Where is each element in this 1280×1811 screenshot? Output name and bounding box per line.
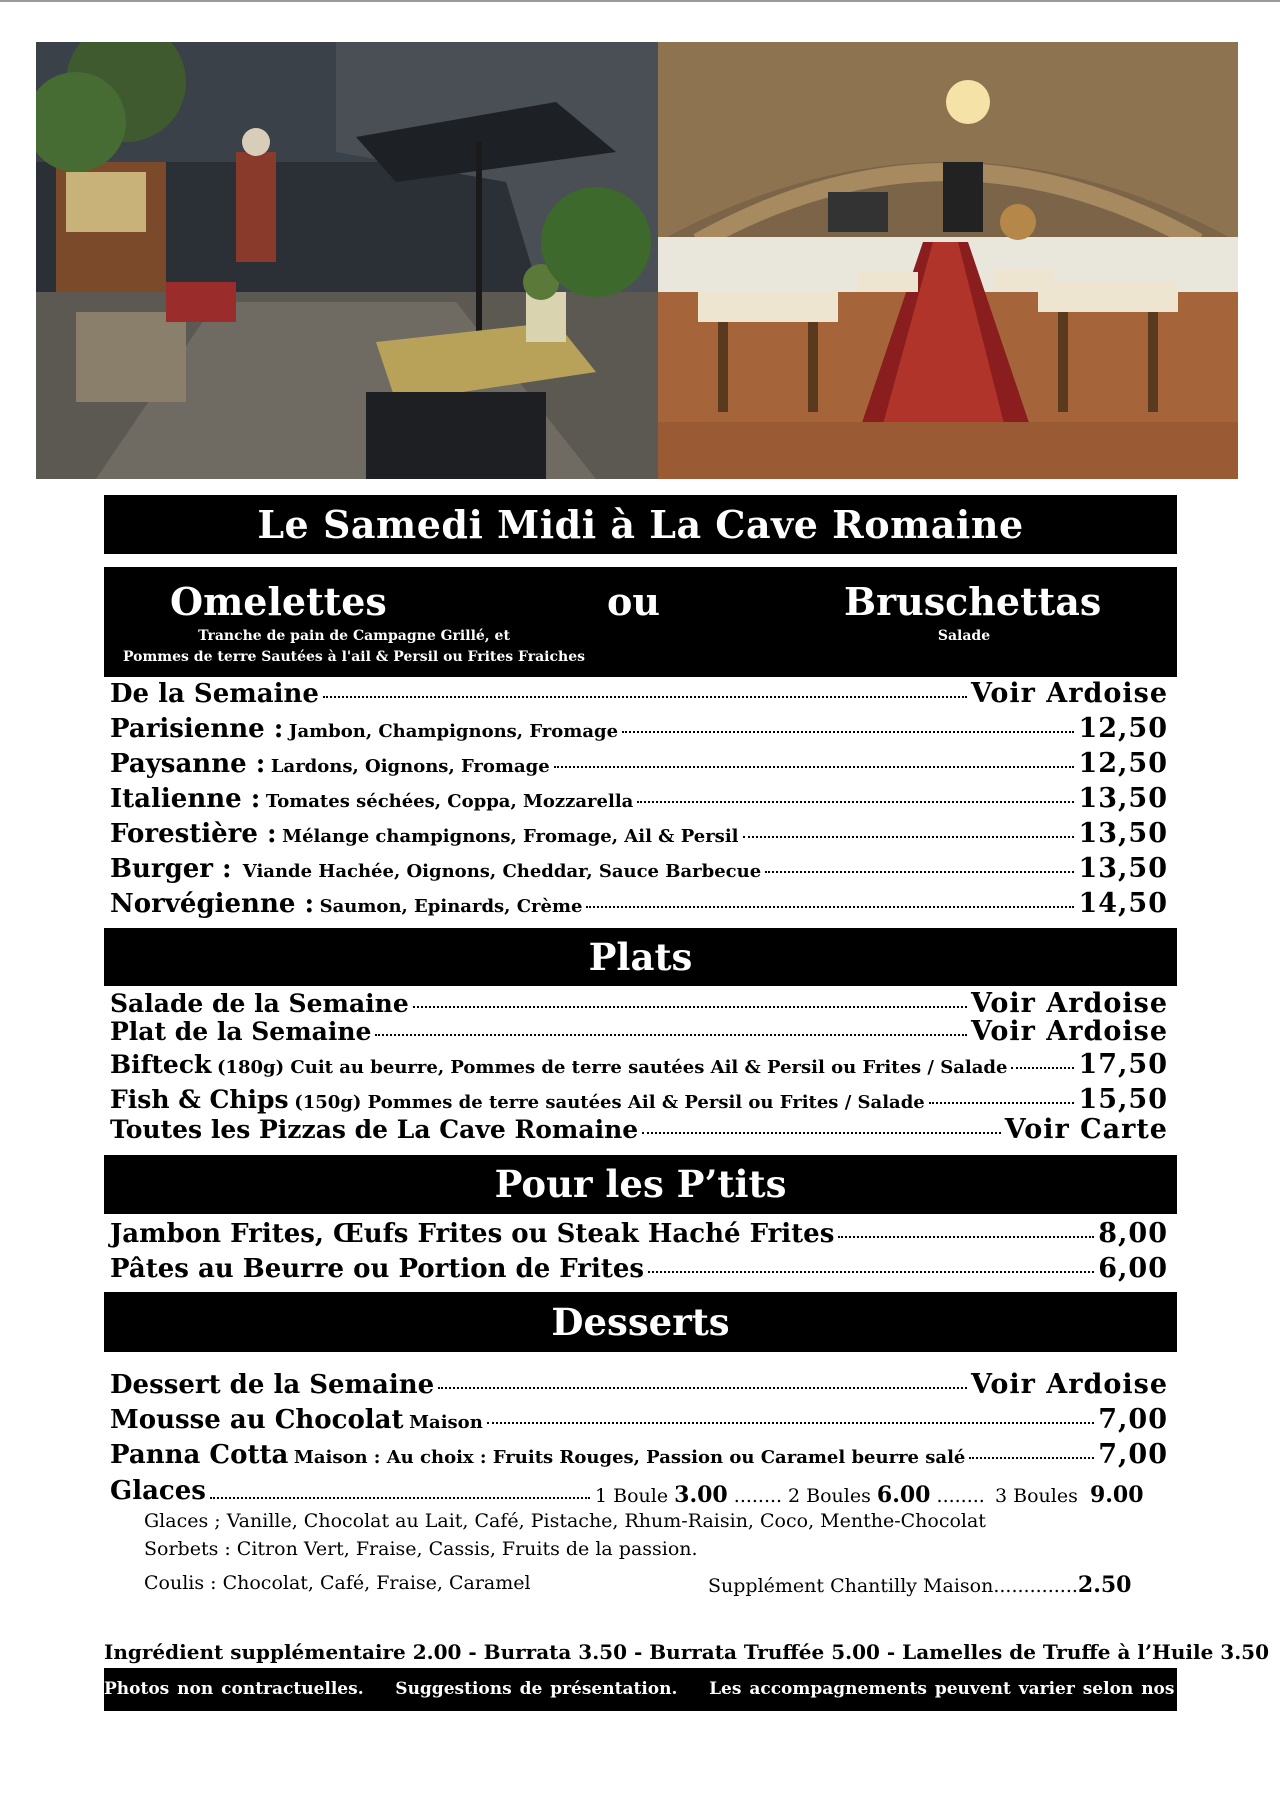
item-name: Norvégienne : bbox=[110, 889, 315, 919]
item-name: Forestière : bbox=[110, 819, 277, 849]
menu-item bbox=[110, 783, 1168, 814]
item-price: Voir Ardoise bbox=[970, 1369, 1168, 1400]
dot-leader bbox=[413, 1006, 967, 1008]
dot-leader bbox=[1011, 1067, 1074, 1069]
disclaimer-bar bbox=[104, 1668, 1277, 1711]
ptits-section-bar bbox=[104, 1155, 1177, 1214]
item-name: Paysanne : bbox=[110, 749, 266, 779]
bruschettas-subtitle: Salade bbox=[937, 628, 991, 644]
menu-item bbox=[110, 818, 1168, 849]
item-price: Voir Ardoise bbox=[970, 1016, 1168, 1047]
disclaimer-text: Photos non contractuelles. Suggestions de présentation. Les accompagnements peuvent varier selon nos arrivages. bbox=[104, 1679, 1277, 1699]
menu-item bbox=[110, 1114, 1168, 1145]
item-price: 8,00 bbox=[1098, 1218, 1168, 1249]
menu-item bbox=[110, 988, 1168, 1019]
item-price: 17,50 bbox=[1078, 1049, 1168, 1080]
item-price: 12,50 bbox=[1078, 713, 1168, 744]
item-name: Mousse au Chocolat bbox=[110, 1405, 404, 1435]
glaces-name: Glaces bbox=[110, 1476, 206, 1506]
bruschettas-title: Bruschettas bbox=[844, 579, 1102, 624]
item-name: Burger : bbox=[110, 854, 232, 884]
ptits-title: Pour les P’tits bbox=[494, 1162, 787, 1206]
menu-item bbox=[110, 888, 1168, 919]
menu-item bbox=[110, 1404, 1168, 1435]
plats-title: Plats bbox=[588, 935, 693, 979]
item-name: De la Semaine bbox=[110, 679, 319, 709]
item-price: 13,50 bbox=[1078, 853, 1168, 884]
dot-leader bbox=[622, 731, 1074, 733]
glace-portion-2: 2 Boules 6.00 ........ bbox=[788, 1482, 985, 1508]
item-desc: (150g) Pommes de terre sautées Ail & Persil ou Frites / Salade bbox=[294, 1092, 925, 1113]
item-price: Voir Ardoise bbox=[970, 678, 1168, 709]
item-name: Jambon Frites, Œufs Frites ou Steak Haché Frites bbox=[110, 1219, 835, 1249]
menu-title-bar bbox=[104, 495, 1177, 554]
supplements-line: Ingrédient supplémentaire 2.00 - Burrata 3.50 - Burrata Truffée 5.00 - Lamelles de Truffe à l’Huile 3.50 bbox=[104, 1640, 1269, 1664]
item-price: 12,50 bbox=[1078, 748, 1168, 779]
glaces-flavours: Glaces ; Vanille, Chocolat au Lait, Café, Pistache, Rhum-Raisin, Coco, Menthe-Chocolat bbox=[144, 1510, 986, 1532]
menu-item bbox=[110, 1016, 1168, 1047]
item-price: 7,00 bbox=[1098, 1439, 1168, 1470]
glaces-row bbox=[110, 1476, 1150, 1506]
item-price: 13,50 bbox=[1078, 783, 1168, 814]
desserts-section-bar bbox=[104, 1292, 1177, 1352]
item-desc: Jambon, Champignons, Fromage bbox=[288, 721, 619, 742]
terrace-photo bbox=[36, 42, 658, 479]
item-name: Italienne : bbox=[110, 784, 261, 814]
menu-item bbox=[110, 1218, 1168, 1249]
glace-portion-3: 3 Boules 9.00 bbox=[995, 1482, 1144, 1508]
item-price: Voir Carte bbox=[1004, 1114, 1168, 1145]
plats-section-bar bbox=[104, 928, 1177, 986]
dot-leader bbox=[969, 1457, 1094, 1459]
menu-title: Le Samedi Midi à La Cave Romaine bbox=[257, 502, 1024, 547]
dot-leader bbox=[637, 801, 1074, 803]
omelettes-subtitle-2: Pommes de terre Sautées à l'ail & Persil ou Frites Fraiches bbox=[123, 649, 585, 665]
dot-leader bbox=[487, 1422, 1094, 1424]
item-name: Fish & Chips bbox=[110, 1085, 289, 1114]
item-name: Bifteck bbox=[110, 1050, 212, 1079]
item-desc: Mélange champignons, Fromage, Ail & Persil bbox=[282, 826, 739, 847]
coulis-list: Coulis : Chocolat, Café, Fraise, Caramel bbox=[144, 1572, 531, 1594]
menu-item bbox=[110, 713, 1168, 744]
item-price: Voir Ardoise bbox=[970, 988, 1168, 1019]
glace-portion-1: 1 Boule 3.00 ........ bbox=[595, 1482, 783, 1508]
item-desc: Maison bbox=[409, 1412, 483, 1433]
dot-leader bbox=[375, 1034, 967, 1036]
item-desc: Maison : Au choix : Fruits Rouges, Passion ou Caramel beurre salé bbox=[293, 1447, 966, 1468]
item-name: Pâtes au Beurre ou Portion de Frites bbox=[110, 1254, 645, 1284]
dot-leader bbox=[323, 696, 967, 698]
item-name: Plat de la Semaine bbox=[110, 1017, 372, 1046]
item-price: 7,00 bbox=[1098, 1404, 1168, 1435]
item-desc: Lardons, Oignons, Fromage bbox=[270, 756, 550, 777]
item-name: Toutes les Pizzas de La Cave Romaine bbox=[110, 1115, 639, 1144]
dot-leader bbox=[929, 1102, 1075, 1104]
item-price: 6,00 bbox=[1098, 1253, 1168, 1284]
item-name: Dessert de la Semaine bbox=[110, 1370, 435, 1400]
item-desc: Saumon, Epinards, Crème bbox=[319, 896, 583, 917]
item-desc: Viande Hachée, Oignons, Cheddar, Sauce Barbecue bbox=[242, 861, 762, 882]
chantilly-supplement: Supplément Chantilly Maison..............2.50 bbox=[708, 1572, 1132, 1598]
omelettes-header bbox=[104, 567, 1177, 677]
desserts-title: Desserts bbox=[551, 1300, 730, 1344]
dot-leader bbox=[743, 836, 1075, 838]
menu-item bbox=[110, 678, 1168, 709]
dot-leader bbox=[838, 1236, 1094, 1238]
menu-item bbox=[110, 748, 1168, 779]
menu-item bbox=[110, 1253, 1168, 1284]
menu-item bbox=[110, 1084, 1168, 1115]
dot-leader bbox=[765, 871, 1074, 873]
dot-leader bbox=[648, 1271, 1094, 1273]
item-name: Salade de la Semaine bbox=[110, 989, 409, 1018]
sorbets-flavours: Sorbets : Citron Vert, Fraise, Cassis, Fruits de la passion. bbox=[144, 1538, 698, 1560]
item-desc: (180g) Cuit au beurre, Pommes de terre sautées Ail & Persil ou Frites / Salade bbox=[216, 1057, 1008, 1078]
item-desc: Tomates séchées, Coppa, Mozzarella bbox=[265, 791, 634, 812]
menu-item bbox=[110, 1439, 1168, 1470]
item-price: 14,50 bbox=[1078, 888, 1168, 919]
item-name: Panna Cotta bbox=[110, 1440, 289, 1470]
menu-item bbox=[110, 853, 1168, 884]
dot-leader bbox=[438, 1387, 967, 1389]
item-price: 13,50 bbox=[1078, 818, 1168, 849]
omelettes-title: Omelettes bbox=[170, 579, 387, 624]
menu-item bbox=[110, 1049, 1168, 1080]
item-price: 15,50 bbox=[1078, 1084, 1168, 1115]
menu-item bbox=[110, 1369, 1168, 1400]
omelettes-connector: ou bbox=[607, 579, 660, 624]
dot-leader bbox=[586, 906, 1074, 908]
dot-leader bbox=[642, 1132, 1001, 1134]
cellar-dining-photo bbox=[658, 42, 1238, 479]
dot-leader bbox=[210, 1497, 590, 1499]
top-border bbox=[0, 0, 1280, 2]
dot-leader bbox=[554, 766, 1075, 768]
omelettes-subtitle-1: Tranche de pain de Campagne Grillé, et bbox=[198, 628, 510, 644]
item-name: Parisienne : bbox=[110, 714, 284, 744]
